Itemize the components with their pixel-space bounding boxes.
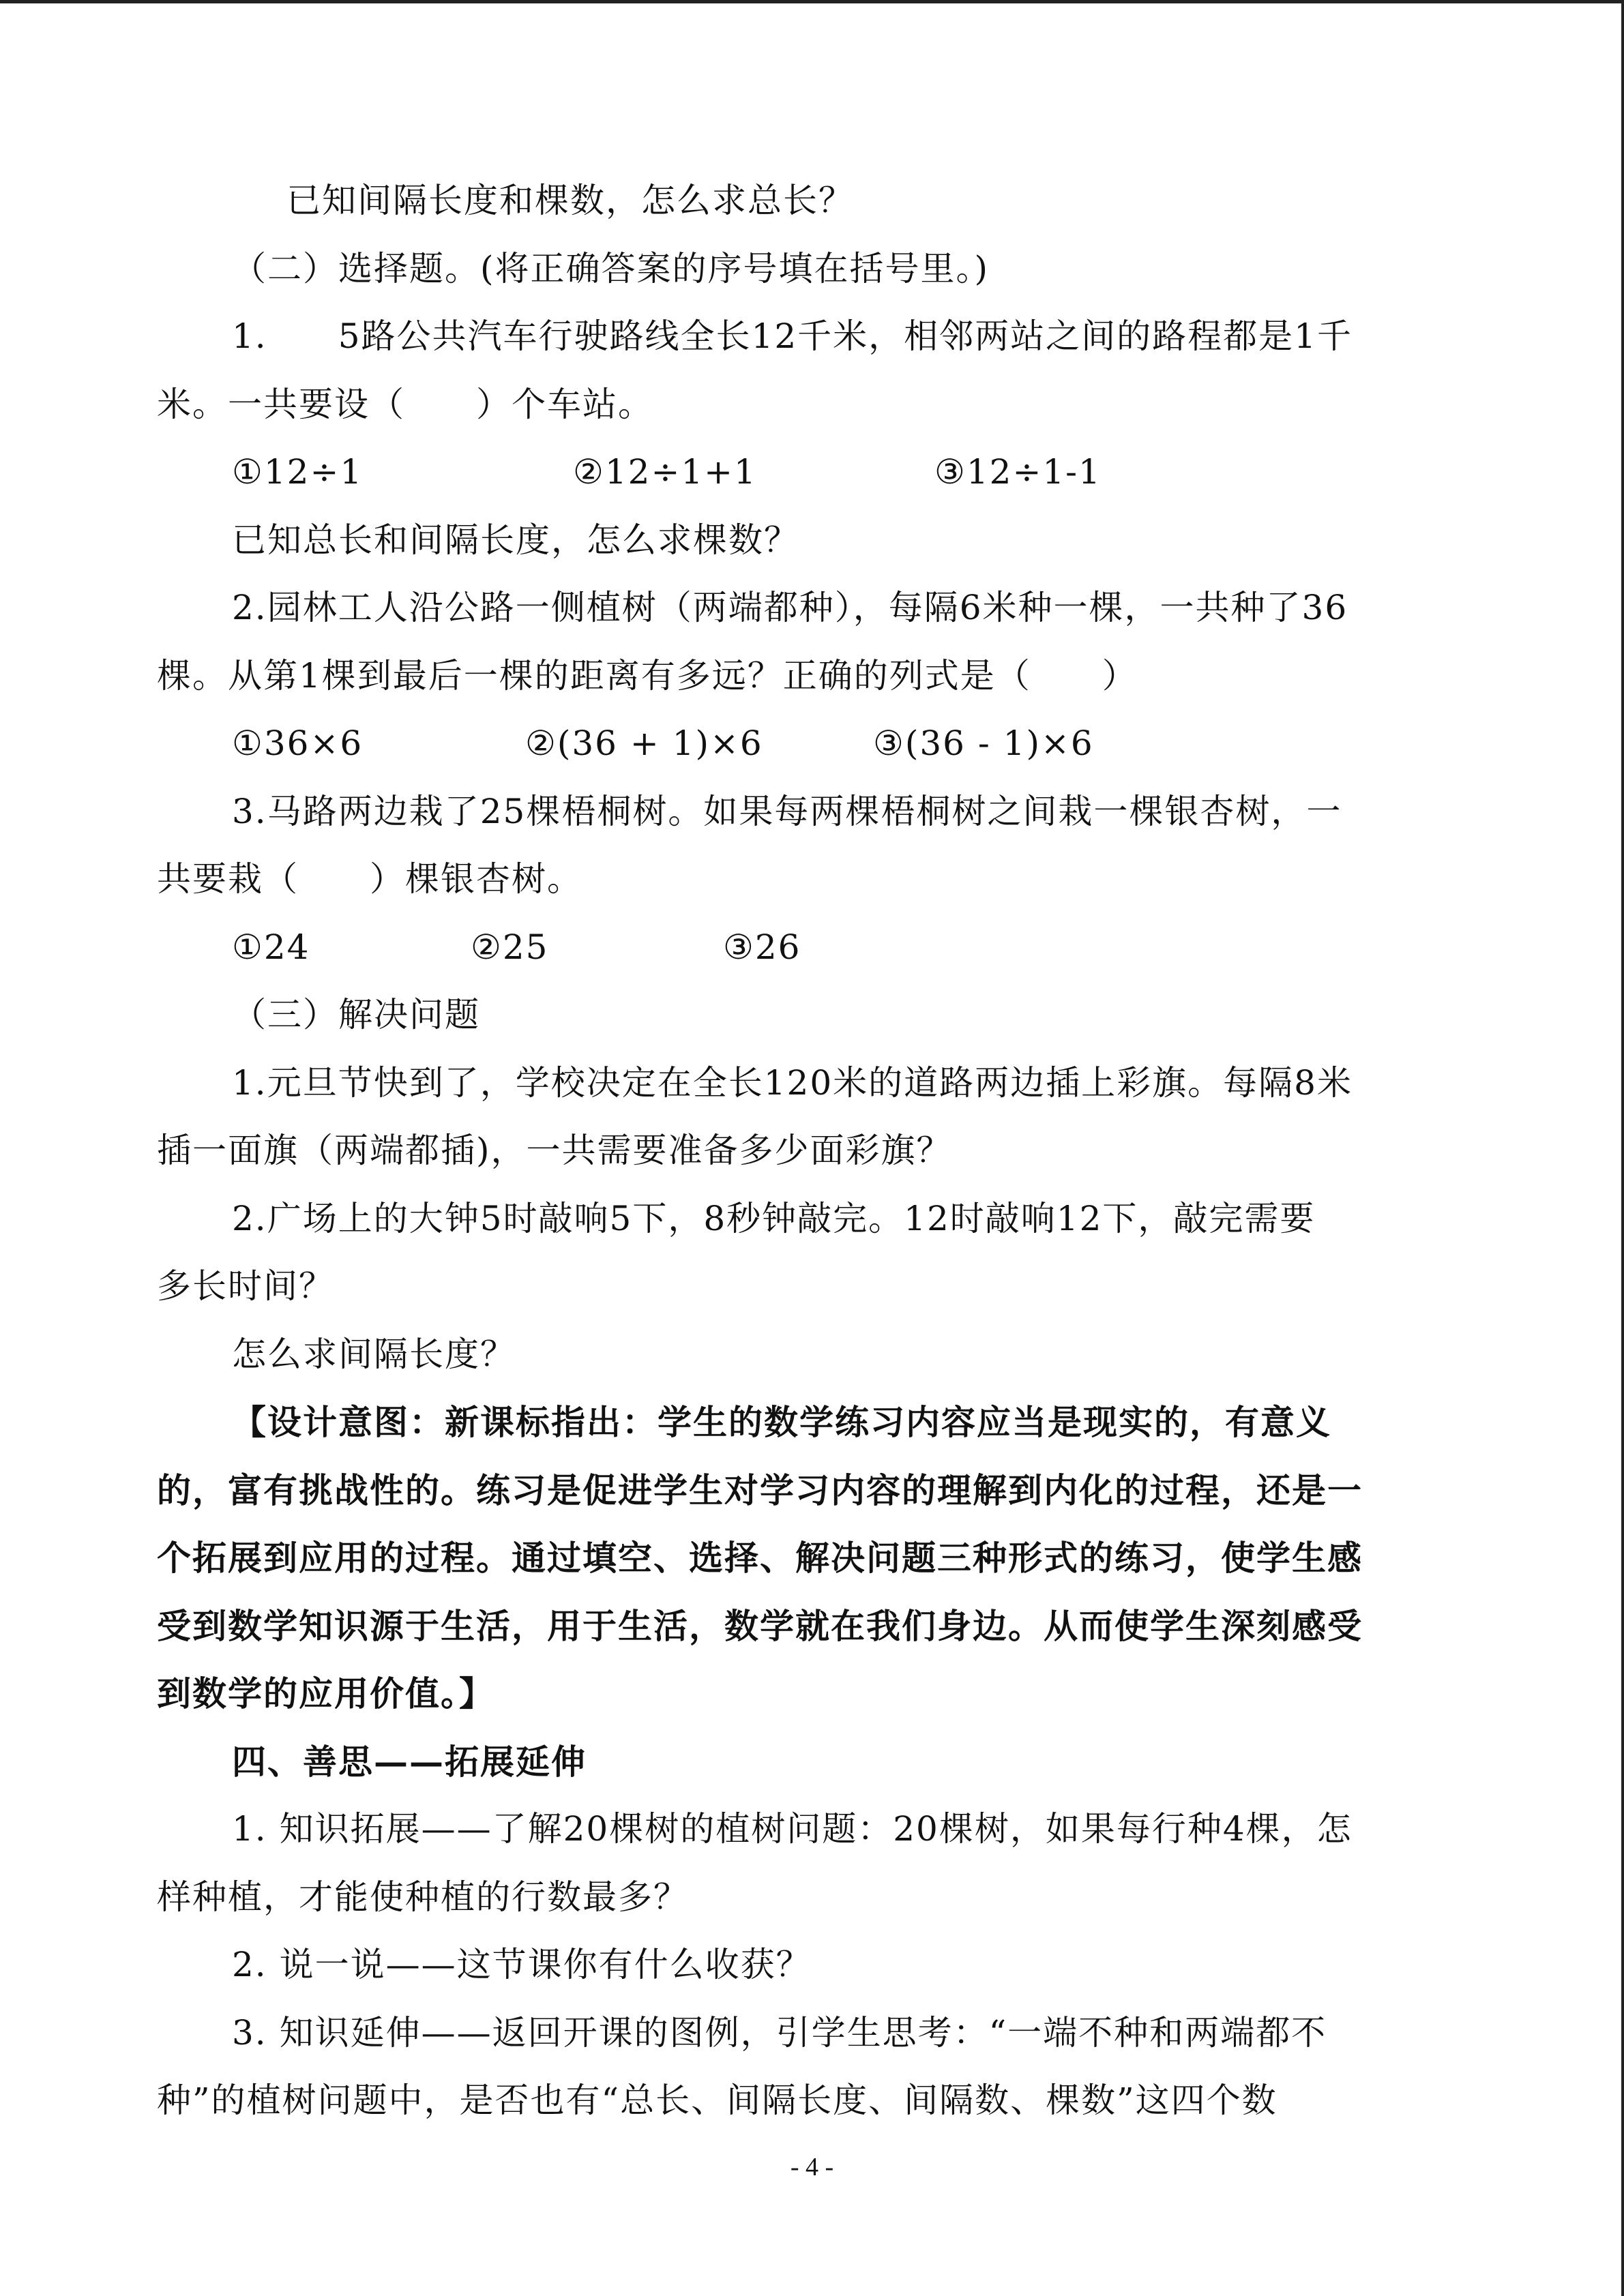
design-intent-cont: 受到数学知识源于生活，用于生活，数学就在我们身边。从而使学生深刻感受 <box>157 1605 1363 1646</box>
design-intent-cont: 到数学的应用价值。】 <box>157 1673 494 1714</box>
section-heading-extension: 四、善思——拓展延伸 <box>232 1741 587 1782</box>
option-2: ②(36 + 1)×6 <box>525 724 763 763</box>
question-2-options <box>157 710 1473 778</box>
text-line: 怎么求间隔长度？ <box>232 1334 516 1374</box>
option-1: ①24 <box>232 927 310 967</box>
document-body <box>157 167 1473 2135</box>
question-2-cont: 棵。从第1棵到最后一棵的距离有多远？正确的列式是（ ） <box>157 655 1138 696</box>
design-intent: 【设计意图：新课标指出：学生的数学练习内容应当是现实的，有意义 <box>232 1402 1331 1442</box>
problem-2-cont: 多长时间？ <box>157 1266 334 1306</box>
problem-2: 2.广场上的大钟5时敲响5下，8秒钟敲完。12时敲响12下，敲完需要 <box>232 1198 1316 1238</box>
question-3-cont: 共要栽（ ）棵银杏树。 <box>157 859 582 899</box>
option-3: ③(36 - 1)×6 <box>873 724 1094 763</box>
extension-item-1: 1. 知识拓展——了解20棵树的植树问题：20棵树，如果每行种4棵，怎 <box>232 1809 1353 1849</box>
option-1: ①12÷1 <box>232 452 364 492</box>
page-right-border <box>1621 0 1624 2296</box>
design-intent-cont: 的，富有挑战性的。练习是促进学生对学习内容的理解到内化的过程，还是一 <box>157 1470 1363 1510</box>
question-2: 2.园林工人沿公路一侧植树（两端都种），每隔6米种一棵，一共种了36 <box>232 588 1348 627</box>
extension-item-2: 2. 说一说——这节课你有什么收获？ <box>232 1945 812 1984</box>
option-1: ①36×6 <box>232 724 364 763</box>
design-intent-cont: 个拓展到应用的过程。通过填空、选择、解决问题三种形式的练习，使学生感 <box>157 1538 1363 1578</box>
option-2: ②12÷1+1 <box>573 452 757 492</box>
text-line: 已知间隔长度和棵数，怎么求总长？ <box>286 181 854 220</box>
option-3: ③12÷1-1 <box>934 452 1102 492</box>
question-3-options <box>157 914 1473 982</box>
section-heading-choice: （二）选择题。(将正确答案的序号填在括号里。) <box>232 248 990 288</box>
extension-item-3: 3. 知识延伸——返回开课的图例，引学生思考：“一端不种和两端都不 <box>232 2012 1327 2053</box>
question-3: 3.马路两边栽了25棵梧桐树。如果每两棵梧桐树之间栽一棵银杏树，一 <box>232 791 1342 831</box>
option-2: ②25 <box>471 927 549 967</box>
text-line: 已知总长和间隔长度，怎么求棵数？ <box>232 520 799 560</box>
extension-item-1-cont: 样种植，才能使种植的行数最多？ <box>157 1877 689 1917</box>
question-1: 1. 5路公共汽车行驶路线全长12千米，相邻两站之间的路程都是1千 <box>232 316 1353 356</box>
option-3: ③26 <box>723 927 801 967</box>
question-1-cont: 米。一共要设（ ）个车站。 <box>157 384 653 424</box>
problem-1-cont: 插一面旗（两端都插)，一共需要准备多少面彩旗？ <box>157 1131 952 1170</box>
page-top-border <box>0 0 1624 3</box>
page-number: - 4 - <box>790 2153 834 2181</box>
question-1-options <box>157 438 1473 507</box>
problem-1: 1.元旦节快到了，学校决定在全长120米的道路两边插上彩旗。每隔8米 <box>232 1062 1353 1103</box>
extension-item-3-cont: 种”的植树问题中，是否也有“总长、间隔长度、间隔数、棵数”这四个数 <box>157 2081 1278 2120</box>
section-heading-problems: （三）解决问题 <box>232 995 480 1034</box>
